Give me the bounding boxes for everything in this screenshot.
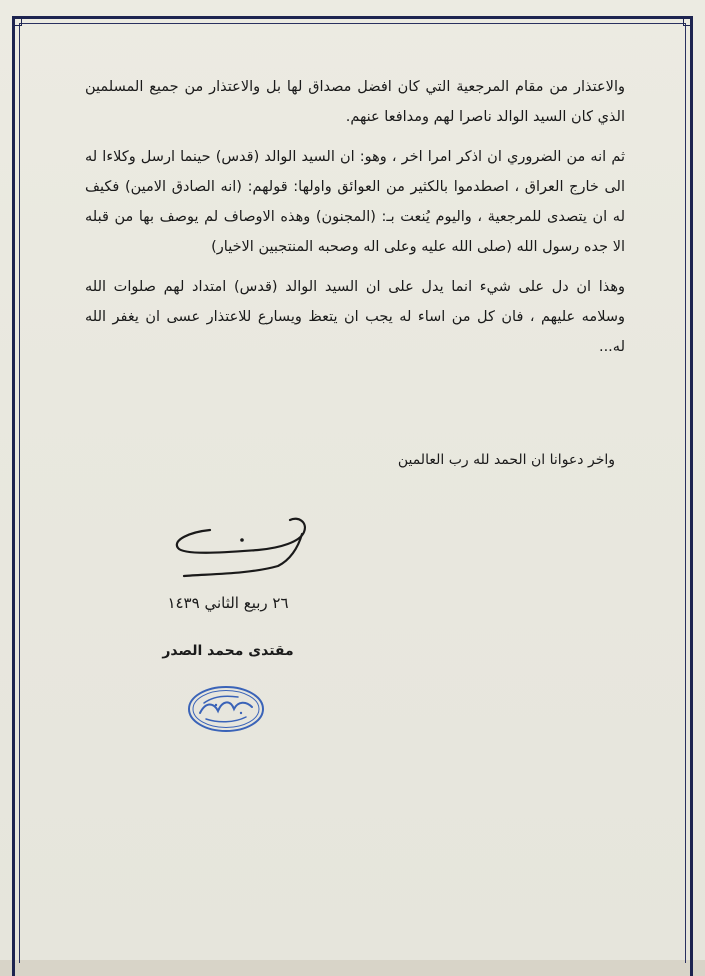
border-corner-top-left [12, 16, 22, 26]
border-corner-top-right [683, 16, 693, 26]
letter-body [85, 72, 625, 362]
handwritten-signature [170, 512, 315, 582]
letter-date: ٢٦ ربيع الثاني ١٤٣٩ [167, 594, 289, 612]
official-seal-stamp [186, 683, 266, 735]
paragraph-2: ثم انه من الضروري ان اذكر امرا اخر ، وهو: ان السيد الوالد (قدس) حينما ارسل وكلاءا له الى خارج العراق ، اصطدموا بالكثير من العوائق واولها: قولهم: (انه الصادق الامين) فكيف له ان يتصدى للمرجعية ، واليوم يُنعت بـ: (المجنون) وهذه الاوصاف لم يوصف بها من قبله الا جده رسول الله (صلى الله عليه وعلى اله وصحبه المنتجبين الاخيار) [85, 149, 625, 255]
closing-line: واخر دعوانا ان الحمد لله رب العالمين [397, 452, 615, 468]
paragraph-1: والاعتذار من مقام المرجعية التي كان افضل مصداق لها بل والاعتذار من جميع المسلمين الذي كان السيد الوالد ناصرا لهم ومدافعا عنهم. [85, 79, 625, 125]
signatory-name: مقتدى محمد الصدر [162, 643, 294, 659]
paragraph-3: وهذا ان دل على شيء انما يدل على ان السيد الوالد (قدس) امتداد لهم صلوات الله وسلامه عليهم ، فان كل من اساء له يجب ان يتعظ ويسارع للاعتذار عسى ان يغفر الله له... [85, 279, 625, 355]
